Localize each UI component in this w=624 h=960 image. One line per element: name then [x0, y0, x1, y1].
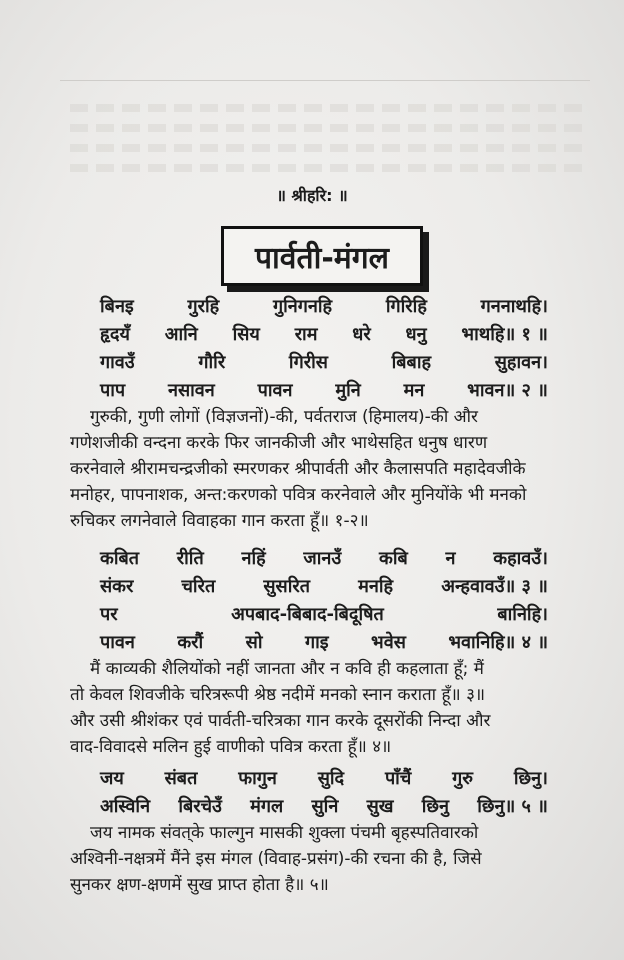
page-title: पार्वती-मंगल: [255, 240, 389, 276]
invocation-header: ॥ श्रीहरि: ॥: [276, 186, 348, 205]
verse-line: पर अपबाद-बिबाद-बिदूषित बानिहि।: [100, 604, 548, 625]
title-box: [221, 226, 423, 286]
verse-line: अस्विनि बिरचेउँ मंगल सुनि सुख छिनु छिनु॥ ५ ॥: [100, 796, 548, 817]
bleed-through-rule: [60, 80, 590, 81]
bleed-through-text: [70, 144, 590, 152]
verse-line: कबित रीति नहिं जानउँ कबि न कहावउँ।: [100, 548, 548, 569]
verse-line: बिनइ गुरहि गुनिगनहि गिरिहि गननाथहि।: [100, 296, 548, 317]
verse-line: पाप नसावन पावन मुनि मन भावन॥ २ ॥: [100, 380, 548, 401]
verse-line: पावन करौं सो गाइ भवेस भवानिहि॥ ४ ॥: [100, 632, 548, 653]
verse-line: संकर चरित सुसरित मनहि अन्हवावउँ॥ ३ ॥: [100, 576, 548, 597]
bleed-through-text: [70, 124, 590, 132]
translation-paragraph: मैं काव्यकी शैलियोंको नहीं जानता और न कवि ही कहलाता हूँ; मैं तो केवल शिवजीके चरित्ररूपी श्रेष्ठ नदीमें मनको स्नान कराता हूँ॥ ३॥ और उसी श्रीशंकर एवं पार्वती-चरित्रका गान करके दूसरोंकी निन्दा और वाद-विवादसे मलिन हुई वाणीको पवित्र करता हूँ॥ ४॥: [70, 659, 491, 757]
translation-paragraph: जय नामक संवत्‌के फाल्गुन मासकी शुक्ला पंचमी बृहस्पतिवारको अश्विनी-नक्षत्रमें मैंने इस मंगल (विवाह-प्रसंग)-की रचना की है, जिसे सुनकर क्षण-क्षणमें सुख प्राप्त होता है॥ ५॥: [70, 823, 482, 895]
verse-line: हृदयँ आनि सिय राम धरे धनु भाथहि॥ १ ॥: [100, 324, 548, 345]
bleed-through-text: [70, 164, 590, 172]
verse-line: जय संबत फागुन सुदि पाँचैं गुरु छिनु।: [100, 768, 548, 789]
bleed-through-text: [70, 104, 590, 112]
translation-paragraph: गुरुकी, गुणी लोगों (विज्ञजनों)-की, पर्वतराज (हिमालय)-की और गणेशजीकी वन्दना करके फिर जानकीजी और भाथेसहित धनुष धारण करनेवाले श्रीरामचन्द्रजीको स्मरणकर श्रीपार्वती और कैलासपति महादेवजीके मनोहर, पापनाशक, अन्त:करणको पवित्र करनेवाले और मुनियोंके भी मनको रुचिकर लगनेवाले विवाहका गान करता हूँ॥ १-२॥: [70, 407, 527, 531]
verse-line: गावउँ गौरि गिरीस बिबाह सुहावन।: [100, 352, 548, 373]
